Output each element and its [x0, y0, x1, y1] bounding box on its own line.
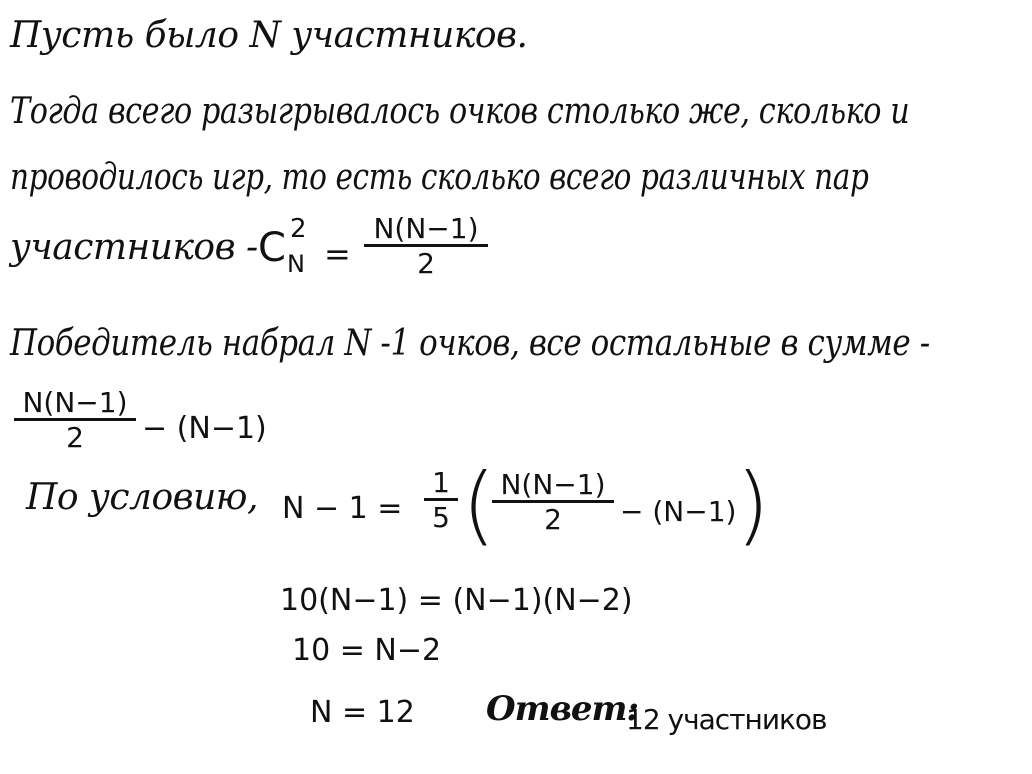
inner-numerator: N(N−1)	[500, 468, 606, 501]
step-2: 10 = N−2	[292, 633, 442, 668]
others-fraction	[14, 388, 136, 453]
others-numerator: N(N−1)	[22, 386, 128, 419]
binomial-subscript: N	[287, 250, 305, 278]
binomial-c: C	[258, 225, 286, 271]
text-line-4: участников -	[10, 227, 258, 268]
others-denominator: 2	[66, 421, 84, 455]
text-line-2: Тогда всего разыгрывалось очков столько же, сколько и	[10, 91, 910, 132]
text-line-1: Пусть было N участников.	[10, 15, 528, 56]
step-3: N = 12	[310, 695, 415, 730]
inner-fraction	[492, 470, 614, 535]
binomial-fraction	[364, 214, 488, 279]
binomial-equals: =	[324, 235, 351, 273]
right-parenthesis: )	[736, 455, 770, 555]
answer-label: Ответ:	[486, 689, 639, 729]
left-parenthesis: (	[462, 455, 496, 555]
inner-subtraction: − (N−1)	[620, 495, 737, 528]
others-subtraction: − (N−1)	[142, 411, 267, 446]
condition-lhs: N − 1 =	[282, 491, 403, 526]
coefficient-denominator: 5	[432, 501, 450, 535]
inner-denominator: 2	[544, 503, 562, 537]
coefficient-numerator: 1	[432, 466, 450, 499]
text-line-5: Победитель набрал N -1 очков, все остальные в сумме -	[10, 323, 930, 364]
answer-value: 12 участников	[626, 703, 827, 736]
binomial-numerator: N(N−1)	[373, 212, 479, 245]
binomial-denominator: 2	[417, 247, 435, 281]
binomial-superscript: 2	[290, 214, 307, 244]
coefficient-fraction	[424, 468, 458, 533]
step-1: 10(N−1) = (N−1)(N−2)	[280, 583, 633, 618]
text-line-6: По условию,	[26, 477, 258, 518]
text-line-3: проводилось игр, то есть сколько всего различных пар	[10, 157, 869, 198]
